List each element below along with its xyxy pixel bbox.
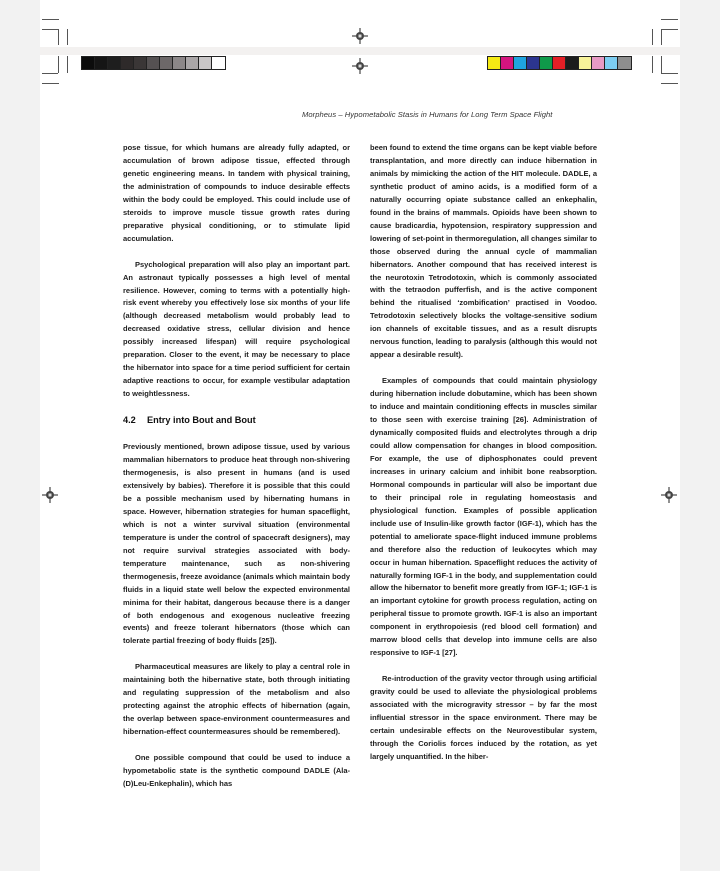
calibration-swatch <box>186 57 199 69</box>
left-column <box>123 142 350 791</box>
scan-seam <box>40 47 680 55</box>
calibration-swatch <box>592 57 605 69</box>
calibration-swatch <box>514 57 527 69</box>
crop-mark <box>42 19 59 20</box>
calibration-swatch <box>618 57 631 69</box>
paragraph: Re-introduction of the gravity vector through using artificial gravity could be used to alleviate the physiological problems associated with the microgravity stressor – by far the most influential stressor in the space environment. There may be certain undesirable effects on the Neurovestibular system, through the Coriolis forces induced by the rotation, as yet largely unquantified. In the hiber- <box>370 674 597 761</box>
crop-mark <box>661 19 678 20</box>
crop-mark <box>58 29 59 45</box>
calibration-swatch <box>540 57 553 69</box>
calibration-swatch <box>147 57 160 69</box>
calibration-swatch <box>579 57 592 69</box>
crop-mark <box>661 83 678 84</box>
paragraph: Psychological preparation will also play an important part. An astronaut typically possesses a high level of mental resilience. However, coming to terms with a potentially high-risk event whereby you effectively lose six months of your life (although decreased metabolism would probably lead to decreased oxidative stress, cellular division and hence possibly increased lifespan) will require psychological preparation. Closer to the event, it may be necessary to place the hibernator into space for a time period sufficient for certain adaptive reactions to occur, for example vestibular adaptation to weightlessness. <box>123 259 350 399</box>
right-column <box>370 142 597 764</box>
calibration-swatch <box>160 57 173 69</box>
paragraph: Pharmaceutical measures are likely to play a central role in maintaining both the hibernative state, both through initiating and regulating suppression of the metabolism and also protecting against the atrophic effects of hibernation (again, the overlap between space-environment countermeasures and hibernation-effect countermeasures should be remembered). <box>123 662 350 737</box>
calibration-swatch <box>501 57 514 69</box>
paragraph: been found to extend the time organs can be kept viable before transplantation, and more directly can induce hibernation in animals by mimicking the action of the HIT molecule. DADLE, a synthetic product of amino acids, is a modified form of a naturally occurring opiate substance called an enkephalin, found in the brains of mammals. Opioids have been shown to cause bradicardia, hypotension, respiratory suppression and lowering of set-point in thermoregulation, all changes similar to those observed during the annual cycle of mammalian hibernators. Another compound that has received interest is the neurotoxin Tetrodotoxin, which is commonly associated with the tetraodon pufferfish, and is the active component behind the ritualised ‘zombification’ practised in Voodoo. Tetrodotoxin selectively blocks the voltage-sensitive sodium ion channels of excitable tissues, and as a result disrupts nervous function, leading to paralysis (although this would not appear a desirable result). <box>370 143 597 360</box>
calibration-swatch <box>199 57 212 69</box>
calibration-swatch <box>82 57 95 69</box>
crop-mark <box>42 73 58 74</box>
crop-mark <box>42 29 58 30</box>
crop-mark <box>42 83 59 84</box>
calibration-swatch <box>488 57 501 69</box>
grayscale-calibration-bar <box>81 56 226 70</box>
crop-mark <box>661 73 678 74</box>
calibration-swatch <box>173 57 186 69</box>
registration-mark-icon <box>352 28 368 44</box>
crop-mark <box>67 56 68 73</box>
calibration-swatch <box>108 57 121 69</box>
section-heading <box>123 414 350 427</box>
section-number: 4.2 <box>123 415 136 426</box>
paragraph: Previously mentioned, brown adipose tissue, used by various mammalian hibernators to produce heat through non-shivering thermogenesis, is also present in humans (and is used extensively by babies). Therefore it is possible that this could be a possible mechanism used by hibernating humans in space. However, hibernation strategies for human spaceflight, which is not a winter survival situation (environmental temperature is under the control of spacecraft designers), may not require survival strategies associated with body-temperature maintenance, such as non-shivering thermogenesis, freeze avoidance (animals which maintain body fluids in a liquid state well below the expected environmental minima for their habitat, dangerous because there is a danger of both endogenous and exogenous nucleative freezing events) and freeze tolerant hibernators (those which can tolerate partial freezing of body fluids [25]). <box>123 442 350 646</box>
crop-mark <box>661 29 678 30</box>
running-head: Morpheus – Hypometabolic Stasis in Humans for Long Term Space Flight <box>302 110 553 119</box>
calibration-swatch <box>134 57 147 69</box>
calibration-swatch <box>121 57 134 69</box>
color-calibration-bar <box>487 56 632 70</box>
calibration-swatch <box>605 57 618 69</box>
crop-mark <box>67 29 68 45</box>
calibration-swatch <box>527 57 540 69</box>
crop-mark <box>652 56 653 73</box>
registration-mark-icon <box>352 58 368 74</box>
calibration-swatch <box>95 57 108 69</box>
paragraph: pose tissue, for which humans are already fully adapted, or accumulation of brown adipose tissue, effected through genetic engineering means. In tandem with physical training, the administration of compounds to induce desirable effects within the body could be employed. This could include use of steroids to improve muscle tissue growth rates during preparative physical conditioning, or to stimulate lipid accumulation. <box>123 143 350 243</box>
crop-mark <box>652 29 653 45</box>
calibration-swatch <box>212 57 225 69</box>
paragraph: One possible compound that could be used to induce a hypometabolic state is the synthetic compound DADLE (Ala-(D)Leu-Enkephalin), which has <box>123 753 350 788</box>
crop-mark <box>661 56 662 73</box>
paragraph: Examples of compounds that could maintain physiology during hibernation include dobutamine, which has been shown to induce and maintain conditioning effects in muscles similar to those seen with exercise training [26]. Administration of dynamically composited fluids and electrolytes through a drip could allow compensation for changes in blood composition. For example, the use of diphosphonates could prevent increases in urinary calcium and inhibit bone reabsorption. Hormonal compounds in particular will also be important due to their principal role in regulating homeostasis and physiological function. Examples of possible application include use of Insulin-like growth factor (IGF-1), which has the potential to ameliorate space-flight induced immune problems and therefore also the reduction of leukocytes which may occur in human hibernation. Spaceflight reduces the activity of naturally forming IGF-1 in the body, and supplementation could allow the hibernator to benefit more greatly from IGF-1; IGF-1 is an important cytokine for growth process regulation, acting on peripheral tissue to promote growth. IGF-1 is also an important component in erythropoiesis (red blood cell formation) and marrow blood cells that develop into immune cells are also responsive to IGF-1 [27]. <box>370 376 597 658</box>
calibration-swatch <box>553 57 566 69</box>
crop-mark <box>661 29 662 45</box>
registration-mark-icon <box>42 487 58 503</box>
crop-mark <box>58 56 59 73</box>
section-title: Entry into Bout and Bout <box>147 415 256 426</box>
calibration-swatch <box>566 57 579 69</box>
registration-mark-icon <box>661 487 677 503</box>
